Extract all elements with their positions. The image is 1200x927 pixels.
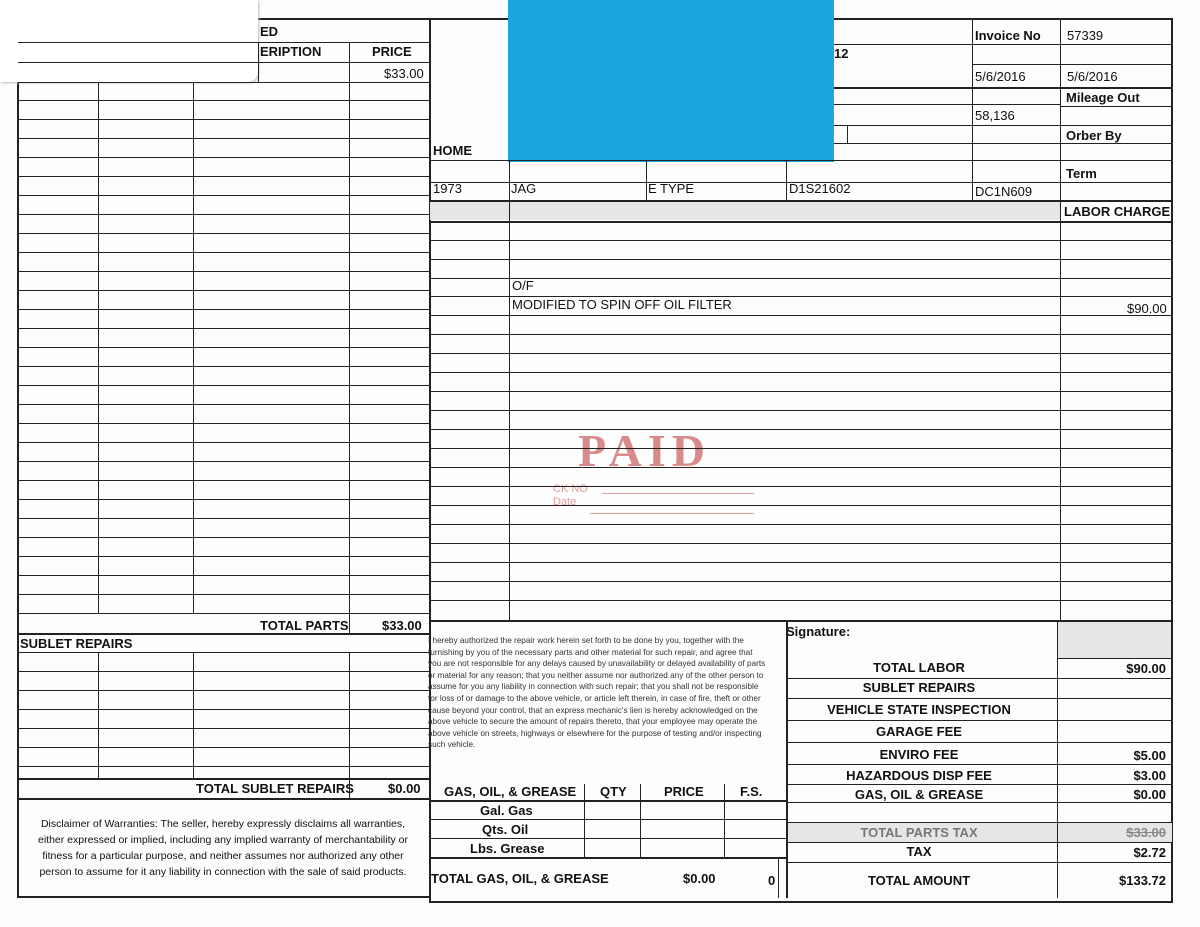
grid-line <box>430 581 1172 582</box>
grid-line <box>193 652 194 778</box>
totals-inspection-label: VEHICLE STATE INSPECTION <box>827 702 1011 717</box>
grid-line <box>786 620 788 898</box>
grid-line <box>98 652 99 778</box>
grid-line <box>18 347 430 348</box>
grid-line <box>1057 658 1172 659</box>
totals-hazardous-value: $3.00 <box>1133 768 1166 783</box>
grid-line <box>18 671 430 672</box>
grid-line <box>786 742 1172 743</box>
grid-line <box>18 778 430 780</box>
grid-line <box>430 278 1172 279</box>
vehicle-model: E TYPE <box>648 181 695 196</box>
gas-row-gal: Gal. Gas <box>480 803 533 818</box>
grid-line <box>430 182 1060 183</box>
totals-enviro-label: ENVIRO FEE <box>879 747 959 762</box>
grid-line <box>18 442 430 443</box>
authorization-line: such vehicle. <box>428 740 476 750</box>
labor-charge-value: $90.00 <box>1127 301 1167 316</box>
grid-line <box>18 366 430 367</box>
grid-line <box>430 429 1172 430</box>
totals-hazardous-label: HAZARDOUS DISP FEE <box>846 768 992 783</box>
grid-line <box>430 600 1172 601</box>
grid-line <box>18 690 430 691</box>
grid-line <box>18 537 430 538</box>
grid-line <box>640 784 641 857</box>
stamp-line-2 <box>590 513 754 514</box>
grid-line <box>18 575 430 576</box>
grid-line <box>18 480 430 481</box>
grid-line <box>834 143 1060 144</box>
mileage-out-label: Mileage Out <box>1066 90 1140 105</box>
totals-tax-value: $2.72 <box>1133 845 1166 860</box>
mileage-value: 58,136 <box>975 108 1015 123</box>
parts-first-price: $33.00 <box>384 66 424 81</box>
totals-sublet-label: SUBLET REPAIRS <box>862 680 976 695</box>
grid-line <box>430 296 1172 297</box>
grid-line <box>18 309 430 310</box>
gas-total-label: TOTAL GAS, OIL, & GREASE <box>431 871 609 886</box>
sticker-faint-text <box>60 4 63 20</box>
grid-line <box>18 271 430 272</box>
authorization-line: you are not responsible for any delays caused by unavailability or delayed availability of parts <box>428 659 766 669</box>
redaction-block <box>508 0 834 162</box>
parts-price-header: PRICE <box>372 44 412 59</box>
totals-enviro-value: $5.00 <box>1133 748 1166 763</box>
grid-line <box>430 543 1172 544</box>
vehicle-vin: D1S21602 <box>789 181 851 196</box>
grid-line <box>1060 18 1061 620</box>
grid-line <box>430 315 1172 316</box>
term-label: Term <box>1066 166 1097 181</box>
parts-description-header: ERIPTION <box>260 44 322 59</box>
grid-line <box>430 620 1172 622</box>
labor-line-1: O/F <box>512 278 534 293</box>
grid-line <box>430 448 1172 449</box>
disclaimer-line-2: either expressed or implied, including any implied warranty of merchantability or <box>37 834 408 846</box>
grid-line <box>18 233 430 234</box>
grid-line <box>349 652 350 798</box>
grid-line <box>430 800 786 802</box>
grid-line <box>430 391 1172 392</box>
grid-line <box>18 709 430 710</box>
grid-line <box>18 499 430 500</box>
vehicle-year: 1973 <box>433 181 462 196</box>
grid-line <box>18 747 430 748</box>
authorization-line: for loss of or damage to the above vehicle, or article left therein, in case of fire, theft or other <box>428 694 761 703</box>
grid-line <box>786 160 787 200</box>
grid-line <box>349 42 350 633</box>
stamp-date: Date <box>553 496 577 508</box>
gas-qty-header: QTY <box>600 784 627 799</box>
grid-line <box>1060 182 1172 183</box>
authorization-line: I hereby authorized the repair work herein set forth to be done by you, together with the <box>428 636 744 645</box>
grid-line <box>786 678 1172 679</box>
grid-line <box>18 461 430 462</box>
totals-total-labor-label: TOTAL LABOR <box>873 660 965 675</box>
grid-line <box>18 518 430 519</box>
vehicle-license: DC1N609 <box>975 184 1033 199</box>
grid-line <box>18 176 430 177</box>
grid-line <box>786 822 1172 823</box>
grid-line <box>18 290 430 291</box>
grid-line <box>430 524 1172 525</box>
grid-line <box>193 82 194 613</box>
grid-line <box>509 160 510 620</box>
order-by-label: Orber By <box>1066 128 1122 143</box>
grid-line <box>778 857 779 898</box>
grid-line <box>786 802 1172 803</box>
grid-line <box>584 784 585 857</box>
grid-line <box>430 240 1172 241</box>
grid-line <box>972 18 973 200</box>
disclaimer-line-4: person to assume for it any liability in connection with the sale of said products. <box>39 866 407 878</box>
invoice-number-fragment: 12 <box>834 46 849 61</box>
grid-line <box>834 87 1172 89</box>
total-sublet-value: $0.00 <box>388 781 421 796</box>
grid-line <box>786 862 1172 863</box>
grid-line <box>834 125 1172 126</box>
totals-gas-value: $0.00 <box>1133 787 1166 802</box>
grid-line <box>646 160 647 200</box>
grid-line <box>834 104 1060 105</box>
grid-line <box>18 633 430 635</box>
gas-price-header: PRICE <box>664 784 704 799</box>
grid-line <box>847 125 848 143</box>
grid-line <box>786 720 1172 721</box>
grid-line <box>1060 143 1172 144</box>
grid-line <box>972 64 1172 65</box>
grid-line <box>18 100 430 101</box>
stamp-line-1 <box>602 493 754 494</box>
grid-line <box>1060 106 1172 107</box>
gas-fs-header: F.S. <box>740 784 763 799</box>
totals-total-amount-value: $133.72 <box>1119 873 1166 888</box>
grid-line <box>18 594 430 595</box>
grid-line <box>18 766 430 767</box>
grid-line <box>98 82 99 613</box>
grid-line <box>430 410 1172 411</box>
authorization-line: above vehicle to secure the amount of repairs thereto, that your employee may operate the <box>428 717 758 727</box>
grid-line <box>430 505 1172 506</box>
paper-sticker <box>0 0 258 82</box>
parts-header-fragment: ED <box>260 24 279 39</box>
grid-line <box>1057 620 1058 898</box>
total-sublet-label: TOTAL SUBLET REPAIRS <box>196 781 354 796</box>
grid-line <box>18 556 430 557</box>
grid-line <box>724 784 725 857</box>
grid-line <box>18 157 430 158</box>
grid-line <box>430 838 786 839</box>
gas-total-price: $0.00 <box>683 871 716 886</box>
labor-header-bar <box>430 201 1060 220</box>
signature-label: Signature: <box>786 624 851 639</box>
gas-row-qts: Qts. Oil <box>482 822 529 837</box>
grid-line <box>786 842 1172 843</box>
date-in: 5/6/2016 <box>975 69 1026 84</box>
grid-line <box>18 328 430 329</box>
grid-line <box>430 467 1172 468</box>
grid-line <box>18 613 430 614</box>
grid-line <box>430 819 786 820</box>
grid-line <box>430 562 1172 563</box>
paid-stamp: PAID <box>578 425 712 476</box>
grid-line <box>18 138 430 139</box>
grid-line <box>430 857 786 859</box>
date-out: 5/6/2016 <box>1067 69 1118 84</box>
grid-line <box>786 698 1172 699</box>
totals-total-amount-label: TOTAL AMOUNT <box>867 873 971 888</box>
authorization-line: above vehicle on streets, highways or elsewhere for the purpose of testing and/or inspecting <box>428 728 762 738</box>
grid-line <box>18 652 430 653</box>
grid-line <box>430 353 1172 354</box>
grid-line <box>18 119 430 120</box>
labor-line-2: MODIFIED TO SPIN OFF OIL FILTER <box>512 297 732 312</box>
grid-line <box>18 62 430 63</box>
grid-line <box>18 214 430 215</box>
invoice-no-label: Invoice No <box>975 28 1041 43</box>
grid-line <box>18 42 430 43</box>
grid-line <box>18 798 430 800</box>
totals-parts-tax-label: TOTAL PARTS TAX <box>860 825 978 840</box>
vehicle-make: JAG <box>511 181 537 196</box>
grid-line <box>430 372 1172 373</box>
totals-parts-tax-value: $33.00 <box>1126 825 1166 840</box>
grid-line <box>258 42 259 82</box>
gas-total-fs: 0 <box>768 873 776 888</box>
grid-line <box>430 259 1172 260</box>
grid-line <box>18 252 430 253</box>
authorization-line: cause beyond your control, that an express mechanic's lien is hereby acknowledged on the <box>428 705 758 715</box>
phone-label: HOME <box>433 143 472 158</box>
stamp-ck-no: CK NO <box>553 483 588 495</box>
authorization-line: furnishing by you of the necessary parts and other material for such repair, and agree that <box>428 647 753 657</box>
total-parts-label: TOTAL PARTS <box>260 618 349 633</box>
totals-total-labor-value: $90.00 <box>1126 661 1166 676</box>
sublet-title: SUBLET REPAIRS <box>20 636 133 651</box>
authorization-line: assume for you any liability in connection with such repair; that you shall not be responsible <box>428 682 759 692</box>
total-parts-value: $33.00 <box>382 618 422 633</box>
gas-header: GAS, OIL, & GREASE <box>444 784 577 799</box>
signature-shade <box>1057 622 1171 658</box>
grid-line <box>18 82 430 83</box>
disclaimer-line-3: fitness for a particular purpose, and neither assumes nor authorized any other <box>42 850 404 862</box>
grid-line <box>430 334 1172 335</box>
grid-line <box>430 486 1172 487</box>
gas-row-lbs: Lbs. Grease <box>470 841 545 856</box>
grid-line <box>18 728 430 729</box>
grid-line <box>18 195 430 196</box>
grid-line <box>18 423 430 424</box>
labor-charge-header: LABOR CHARGE <box>1064 204 1171 219</box>
invoice-no-value: 57339 <box>1067 28 1104 43</box>
totals-gas-label: GAS, OIL & GREASE <box>854 787 984 802</box>
grid-line <box>834 44 1172 45</box>
grid-line <box>18 404 430 405</box>
grid-line <box>786 764 1172 765</box>
totals-tax-label: TAX <box>906 844 932 859</box>
disclaimer-line-1: Disclaimer of Warranties: The seller, hereby expressly disclaims all warranties, <box>40 818 406 830</box>
authorization-line: or material for any reason; that you neither assume nor authorized any of the other person to <box>428 670 764 680</box>
grid-line <box>18 385 430 386</box>
grid-line <box>786 784 1172 785</box>
totals-garage-label: GARAGE FEE <box>876 724 962 739</box>
